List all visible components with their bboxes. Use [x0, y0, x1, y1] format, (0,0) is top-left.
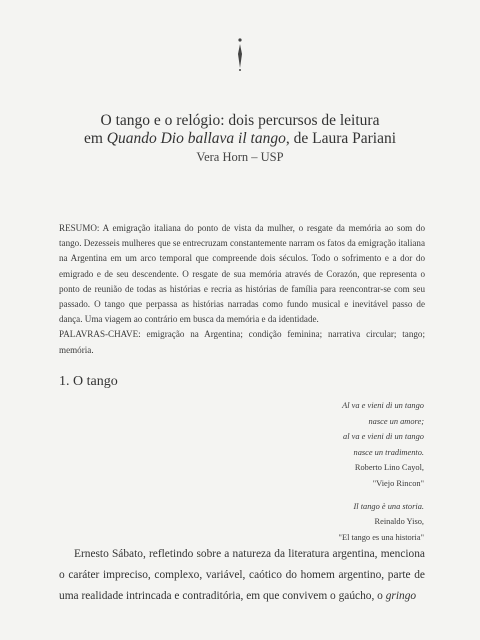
author-line: Vera Horn – USP [196, 150, 284, 164]
epigraph-second [224, 499, 424, 546]
epigraph-line: Al va e vieni di un tango [342, 401, 424, 410]
keywords-label: PALAVRAS-CHAVE: [59, 329, 141, 340]
title-line-2-suffix: , de Laura Pariani [285, 130, 397, 147]
epigraph-line: Il tango è una storia. [353, 501, 424, 511]
resumo-text: A emigração italiana do ponto de vista da mulher, o resgate da memória ao som do tango. Dezesseis mulheres que se entrecruzam constantemente narram os fatos da emigração italiana na Argentina em um arco temporal que compreende dois séculos. Todo o sofrimento e a dor do emigrado e de seu descendente. O resgate de sua memória através de Corazón, que representa o ponto de reunião de todas as histórias e recria as histórias de família para reencontrar-se com seu passado. O tango que perpassa as histórias narradas como fundo musical e inevitável passo de dança. Uma viagem ao contrário em busca da memória e da identidade. [59, 223, 425, 325]
resumo-label: RESUMO: [59, 223, 100, 233]
keywords-paragraph [59, 327, 425, 357]
title-line-1: O tango e o relógio: dois percursos de leitura [100, 112, 380, 129]
body-text-run: Ernesto Sábato, refletindo sobre a natureza da literatura argentina, menciona o caráter impreciso, complexo, variável, caótico do homem argentino, parte de uma realidade intrincada e contraditória, em que convivem o gaúcho, o [59, 548, 425, 602]
epigraph-author: Reinaldo Yiso, [374, 517, 424, 527]
ornament-icon [234, 38, 246, 72]
epigraph-first [224, 398, 424, 492]
article-title [60, 112, 420, 148]
epigraph [224, 398, 424, 545]
epigraph-source: "El tango es una historia" [338, 532, 424, 542]
title-block [60, 112, 420, 165]
title-line-2-prefix: em [83, 130, 107, 147]
epigraph-source: "Viejo Rincon" [372, 478, 424, 488]
epigraph-author: Roberto Lino Cayol, [354, 463, 424, 473]
epigraph-line: nasce un tradimento. [353, 447, 424, 457]
body-paragraph [59, 544, 425, 607]
keywords-text: emigração na Argentina; condição feminina; narrativa circular; tango; memória. [59, 329, 425, 355]
epigraph-line: nasce un amore; [368, 416, 424, 426]
section-title: 1. O tango [59, 374, 118, 389]
resumo-paragraph [59, 221, 425, 327]
body-italic-word: gringo [385, 590, 417, 602]
abstract [59, 221, 425, 358]
book-title: Quando Dio ballava il tango [106, 130, 286, 147]
epigraph-line: al va e vieni di un tango [343, 432, 424, 442]
body-text [59, 544, 425, 607]
